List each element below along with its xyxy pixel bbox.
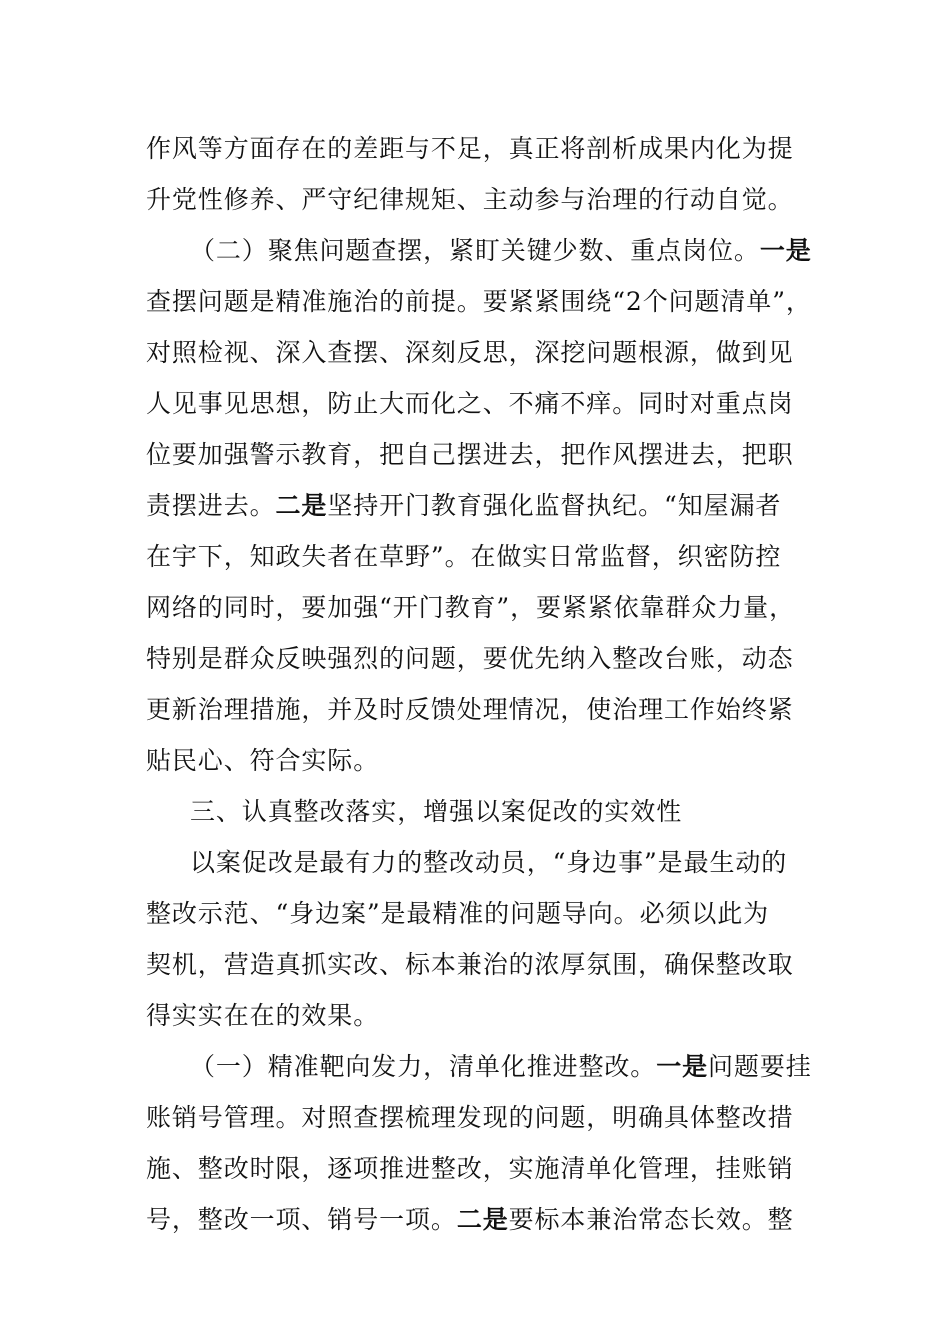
text-line: 人见事见思想，防止大而化之、不痛不痒。同时对重点岗: [146, 389, 794, 418]
bold-marker: 一是: [656, 1052, 709, 1081]
text-line: 整改示范、“身边案”是最精准的问题导向。必须以此为: [146, 899, 770, 928]
text-line: 施、整改时限，逐项推进整改，实施清单化管理，挂账销: [146, 1154, 794, 1183]
bold-marker: 二是: [456, 1205, 509, 1234]
section-heading-1: （一）精准靶向发力，清单化推进整改。一是问题要挂: [190, 1052, 812, 1081]
section-heading-3: 三、认真整改落实，增强以案促改的实效性: [190, 797, 683, 826]
text-line: 号，整改一项、销号一项。二是要标本兼治常态长效。整: [146, 1205, 794, 1234]
text-line: 位要加强警示教育，把自己摆进去，把作风摆进去，把职: [146, 440, 794, 469]
text-line: 责摆进去。二是坚持开门教育强化监督执纪。“知屋漏者: [146, 491, 782, 520]
section-heading-2: （二）聚焦问题查摆，紧盯关键少数、重点岗位。一是: [190, 236, 812, 265]
text-line: 作风等方面存在的差距与不足，真正将剖析成果内化为提: [146, 134, 794, 163]
text-line: 账销号管理。对照查摆梳理发现的问题，明确具体整改措: [146, 1103, 794, 1132]
text-line: 查摆问题是精准施治的前提。要紧紧围绕“2个问题清单”，: [146, 287, 812, 316]
text-line: 在宇下，知政失者在草野”。在做实日常监督，织密防控: [146, 542, 782, 571]
text-line: 更新治理措施，并及时反馈处理情况，使治理工作始终紧: [146, 695, 794, 724]
text-line: 网络的同时，要加强“开门教育”，要紧紧依靠群众力量，: [146, 593, 795, 622]
text-line: 升党性修养、严守纪律规矩、主动参与治理的行动自觉。: [146, 185, 794, 214]
text-line: 贴民心、符合实际。: [146, 746, 380, 775]
text-line: 契机，营造真抓实改、标本兼治的浓厚氛围，确保整改取: [146, 950, 794, 979]
text-line: 对照检视、深入查摆、深刻反思，深挖问题根源，做到见: [146, 338, 794, 367]
bold-marker: 一是: [759, 236, 812, 265]
text-line: 特别是群众反映强烈的问题，要优先纳入整改台账，动态: [146, 644, 794, 673]
bold-marker: 二是: [275, 491, 328, 520]
text-line: 以案促改是最有力的整改动员，“身边事”是最生动的: [190, 848, 788, 877]
text-line: 得实实在在的效果。: [146, 1001, 380, 1030]
